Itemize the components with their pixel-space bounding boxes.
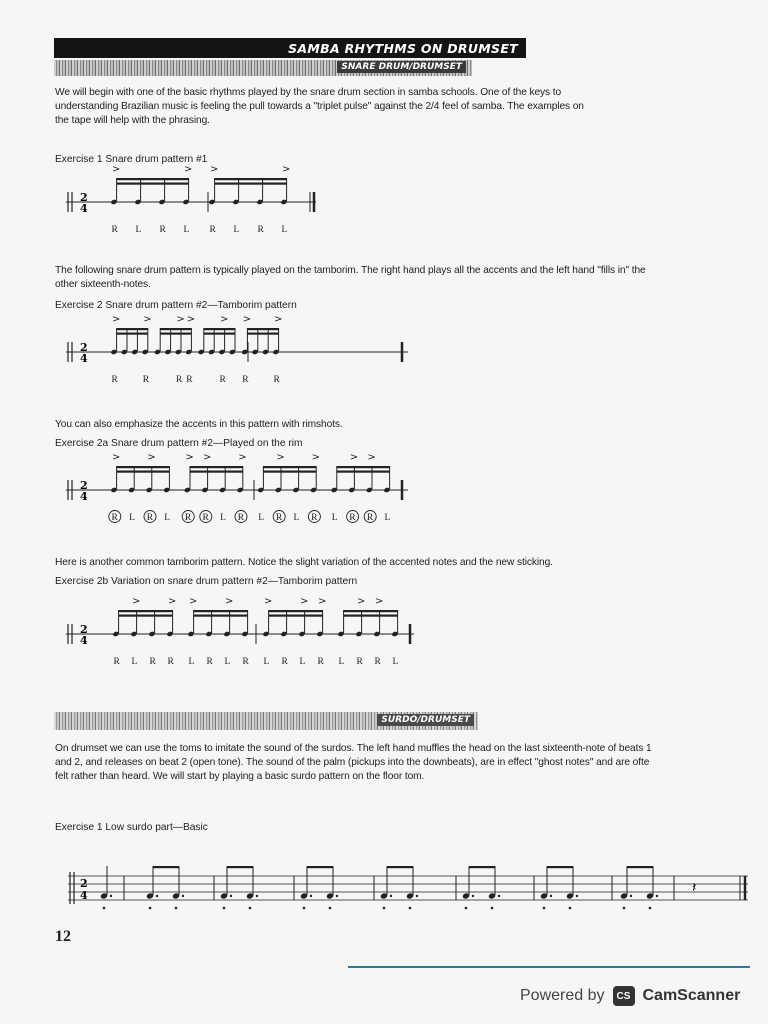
exercise-2b-label: Exercise 2b Variation on snare drum pattern #2—Tamborim pattern	[55, 576, 358, 587]
sticking-label: L	[233, 225, 240, 235]
section-banner-snare	[54, 60, 472, 76]
sticking-label: L	[384, 513, 391, 523]
sticking-label: R	[311, 513, 318, 523]
page-number: 12	[55, 928, 71, 945]
exercise-2a-staff	[58, 452, 418, 538]
beam	[160, 328, 191, 330]
sticking-label: R	[273, 375, 280, 385]
time-sig-top: 2	[80, 341, 88, 354]
staccato-dot	[249, 907, 252, 910]
time-sig-top: 2	[80, 191, 88, 204]
beam	[119, 610, 173, 612]
beam	[269, 615, 323, 617]
sticking-label: R	[159, 225, 166, 235]
sticking-label: L	[281, 225, 288, 235]
accent-mark: >	[220, 314, 229, 325]
tamborim-paragraph	[55, 264, 735, 292]
staccato-dot	[465, 907, 468, 910]
accent-mark: >	[112, 314, 121, 325]
time-sig-bottom: 4	[80, 352, 88, 365]
surdo-beam	[387, 866, 413, 868]
beam	[117, 333, 148, 335]
surdo-beam	[307, 866, 333, 868]
time-sig-bottom: 4	[80, 490, 88, 503]
staccato-dot	[623, 907, 626, 910]
beam	[119, 615, 173, 617]
sticking-label: L	[135, 225, 142, 235]
accent-mark: >	[184, 164, 193, 175]
sticking-label: R	[219, 375, 226, 385]
tamborim-line-1: The following snare drum pattern is typically played on the tamborim. The right hand plays all the accents and the left hand "fills in" the	[55, 265, 646, 276]
time-sig-top: 2	[80, 623, 88, 636]
staccato-dot	[543, 907, 546, 910]
accent-mark: >	[225, 596, 234, 607]
sticking-label: R	[142, 375, 150, 385]
rim-paragraph: You can also emphasize the accents in this pattern with rimshots.	[55, 419, 343, 430]
surdo-dot	[390, 895, 392, 897]
surdo-beam	[227, 866, 253, 868]
accent-mark: >	[242, 314, 252, 325]
sticking-label: L	[263, 657, 270, 667]
sticking-label: R	[356, 657, 363, 667]
tamborim-line-2: other sixteenth-notes.	[55, 279, 151, 290]
staccato-dot	[303, 907, 306, 910]
exercise-2b-staff	[58, 596, 418, 684]
surdo-dot	[230, 895, 232, 897]
sticking-label: R	[242, 375, 249, 385]
accent-mark: >	[367, 452, 376, 463]
sticking-label: R	[111, 513, 118, 523]
sticking-label: R	[186, 375, 193, 385]
staccato-dot	[649, 907, 652, 910]
exercise-1-staff	[58, 164, 328, 244]
beam	[344, 610, 398, 612]
intro-line-2: understanding Brazilian music is feeling the pull towards a "triplet pulse" against the 2/4 feel of samba. The examples on	[55, 101, 584, 112]
accent-mark: >	[168, 596, 177, 607]
accent-mark: >	[112, 164, 121, 175]
surdo-dot	[550, 895, 552, 897]
exercise-2a-label: Exercise 2a Snare drum pattern #2—Played on the rim	[55, 438, 303, 449]
exercise-1-label: Exercise 1 Snare drum pattern #1	[55, 154, 208, 165]
sticking-label: R	[184, 513, 192, 523]
staccato-dot	[103, 907, 106, 910]
sticking-label: L	[164, 513, 171, 523]
surdo-dot	[310, 895, 312, 897]
accent-mark: >	[375, 596, 384, 607]
powered-by-text: Powered by	[520, 987, 605, 1004]
sticking-label: R	[175, 375, 183, 385]
beam	[117, 328, 148, 330]
accent-mark: >	[318, 596, 327, 607]
sticking-label: R	[111, 375, 118, 385]
exercise-2-label: Exercise 2 Snare drum pattern #2—Tamborim pattern	[55, 300, 297, 311]
section-title-surdo: SURDO/DRUMSET	[377, 714, 474, 726]
sticking-label: L	[183, 225, 190, 235]
surdo-dot	[182, 895, 184, 897]
sticking-label: R	[242, 657, 249, 667]
time-sig-top: 2	[80, 877, 88, 890]
sticking-label: R	[209, 225, 216, 235]
sticking-label: L	[299, 657, 306, 667]
beam	[215, 183, 287, 185]
surdo-dot	[498, 895, 500, 897]
section-banner-surdo	[54, 712, 478, 730]
beam	[190, 471, 243, 473]
sticking-label: R	[167, 657, 174, 667]
sticking-label: R	[349, 513, 356, 523]
surdo-beam	[627, 866, 653, 868]
accent-mark: >	[349, 452, 359, 463]
accent-mark: >	[274, 314, 283, 325]
sticking-label: R	[146, 513, 154, 523]
surdo-beam	[547, 866, 573, 868]
exercise-2-staff	[58, 314, 418, 400]
beam	[337, 466, 390, 468]
beam	[263, 471, 316, 473]
sticking-label: R	[237, 513, 245, 523]
beam	[247, 328, 278, 330]
accent-mark: >	[282, 164, 291, 175]
accent-mark: >	[132, 596, 141, 607]
sticking-label: L	[331, 513, 338, 523]
sticking-label: R	[317, 657, 324, 667]
camscanner-name: CamScanner	[642, 987, 741, 1004]
beam	[263, 466, 316, 468]
variation-paragraph: Here is another common tamborim pattern. Notice the slight variation of the accented notes and the new sticking.	[55, 557, 553, 568]
sticking-label: R	[275, 513, 283, 523]
surdo-dot	[576, 895, 578, 897]
beam	[190, 466, 243, 468]
surdo-line-1: On drumset we can use the toms to imitate the sound of the surdos. The left hand muffles the head on the last sixteenth-note of beats 1	[55, 743, 652, 754]
sticking-label: L	[224, 657, 231, 667]
sticking-label: L	[293, 513, 300, 523]
time-sig-top: 2	[80, 479, 88, 492]
beam	[194, 615, 248, 617]
surdo-dot	[416, 895, 418, 897]
sticking-label: L	[129, 513, 135, 523]
intro-line-1: We will begin with one of the basic rhythms played by the snare drum section in samba schools. One of the keys to	[55, 87, 562, 98]
exercise-surdo-label: Exercise 1 Low surdo part—Basic	[55, 822, 208, 833]
staccato-dot	[491, 907, 494, 910]
accent-mark: >	[276, 452, 285, 463]
beam	[247, 333, 278, 335]
staccato-dot	[409, 907, 412, 910]
beam	[215, 178, 287, 180]
scanner-watermark	[520, 986, 740, 1006]
footer-rule	[348, 966, 750, 968]
sticking-label: L	[188, 657, 195, 667]
accent-mark: >	[264, 596, 273, 607]
sticking-label: R	[206, 657, 213, 667]
intro-line-3: the tape will help with the phrasing.	[55, 115, 210, 126]
beam	[117, 183, 189, 185]
surdo-dot	[256, 895, 258, 897]
accent-mark: >	[189, 596, 198, 607]
beam	[344, 615, 398, 617]
beam	[160, 333, 191, 335]
sticking-label: L	[131, 657, 138, 667]
accent-mark: >	[357, 596, 366, 607]
beam	[204, 333, 235, 335]
accent-mark: >	[147, 452, 156, 463]
accent-mark: >	[143, 314, 152, 325]
sticking-label: L	[258, 513, 265, 523]
sticking-label: R	[149, 657, 156, 667]
sticking-label: R	[366, 513, 374, 523]
time-sig-bottom: 4	[80, 889, 88, 902]
accent-mark: >	[238, 452, 247, 463]
surdo-beam	[153, 866, 179, 868]
surdo-line-3: felt rather than heard. We will start by playing a basic surdo pattern on the floor tom.	[55, 771, 425, 782]
accent-mark: >	[185, 452, 194, 463]
beam	[117, 178, 189, 180]
time-sig-bottom: 4	[80, 202, 88, 215]
staccato-dot	[329, 907, 332, 910]
beam	[204, 328, 235, 330]
accent-mark: >	[203, 452, 212, 463]
section-title-snare: SNARE DRUM/DRUMSET	[337, 61, 466, 73]
staccato-dot	[175, 907, 178, 910]
page-title: SAMBA RHYTHMS ON DRUMSET	[288, 40, 518, 56]
surdo-dot	[472, 895, 474, 897]
accent-mark: >	[186, 314, 196, 325]
sticking-label: R	[257, 225, 264, 235]
staccato-dot	[569, 907, 572, 910]
beam	[117, 471, 170, 473]
surdo-staff	[64, 858, 754, 918]
beam	[337, 471, 390, 473]
sticking-label: R	[113, 657, 120, 667]
accent-mark: >	[176, 314, 185, 325]
quarter-rest-icon: 𝄽	[692, 880, 697, 896]
surdo-dot	[336, 895, 338, 897]
sticking-label: R	[281, 657, 288, 667]
accent-mark: >	[300, 596, 309, 607]
surdo-dot	[156, 895, 158, 897]
sticking-label: R	[374, 657, 381, 667]
surdo-beam	[469, 866, 495, 868]
intro-paragraph	[55, 86, 735, 128]
surdo-dot	[110, 895, 112, 897]
staccato-dot	[149, 907, 152, 910]
surdo-dot	[656, 895, 658, 897]
beam	[117, 466, 170, 468]
sticking-label: L	[338, 657, 345, 667]
surdo-line-2: and 2, and releases on beat 2 (open tone). The sound of the palm (pickups into the downbeats), are in effect "ghost notes" and are ofte	[55, 757, 650, 768]
surdo-paragraph	[55, 742, 735, 784]
page-title-banner	[54, 38, 526, 58]
accent-mark: >	[210, 164, 219, 175]
beam	[194, 610, 248, 612]
sticking-label: R	[111, 225, 118, 235]
sticking-label: L	[392, 657, 399, 667]
accent-mark: >	[311, 452, 320, 463]
sticking-label: L	[220, 513, 226, 523]
accent-mark: >	[112, 452, 121, 463]
camscanner-icon: CS	[613, 986, 635, 1006]
time-sig-bottom: 4	[80, 634, 88, 647]
sticking-label: R	[202, 513, 209, 523]
staccato-dot	[383, 907, 386, 910]
beam	[269, 610, 323, 612]
staccato-dot	[223, 907, 226, 910]
surdo-dot	[630, 895, 632, 897]
